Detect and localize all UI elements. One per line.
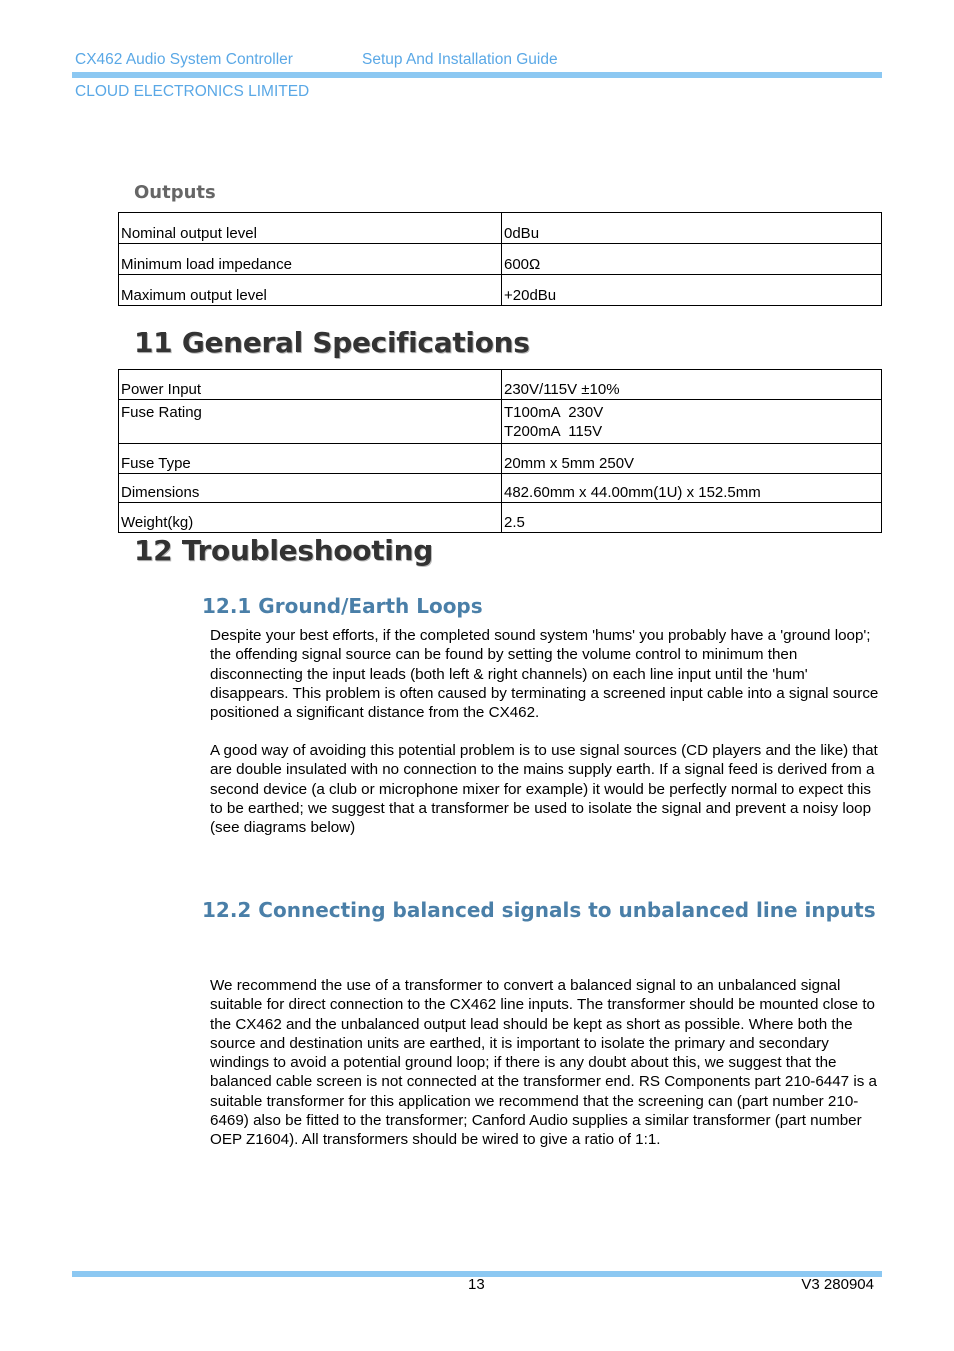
spec-value-group: [502, 400, 882, 444]
table-row: [119, 444, 882, 474]
table-row: [119, 275, 882, 306]
outputs-value: +20dBu: [502, 275, 882, 306]
table-row: [119, 370, 882, 400]
spec-label: Dimensions: [119, 474, 502, 503]
table-row: [119, 400, 882, 444]
header-company: CLOUD ELECTRONICS LIMITED: [75, 83, 310, 100]
spec-label: Power Input: [119, 370, 502, 400]
ground-loops-heading: 12.1 Ground/Earth Loops: [202, 594, 483, 618]
balanced-signals-heading: 12.2 Connecting balanced signals to unbalanced line inputs: [202, 898, 876, 922]
general-specifications-heading: 11 General Specifications: [134, 326, 530, 359]
header-divider: [72, 72, 882, 78]
outputs-table: [118, 212, 882, 306]
spec-label: Fuse Rating: [119, 400, 502, 444]
header-product: CX462 Audio System Controller: [75, 51, 293, 68]
header-guide-title: Setup And Installation Guide: [362, 51, 558, 68]
spec-label: Fuse Type: [119, 444, 502, 474]
spec-value: T100mA 230V: [504, 404, 604, 421]
spec-label: Weight(kg): [119, 503, 502, 533]
outputs-label: Maximum output level: [119, 275, 502, 306]
ground-loops-paragraph-2: A good way of avoiding this potential problem is to use signal sources (CD players and the like) that are double insulated with no connection to the mains supply earth. If a signal feed is derived from a second device (a club or microphone mixer for example) it would be perfectly normal to expect this to be earthed; we suggest that a transformer be used to isolate the signal and prevent a noisy loop (see diagrams below): [210, 742, 878, 837]
general-specifications-table: [118, 369, 882, 533]
table-row: [119, 503, 882, 533]
troubleshooting-heading: 12 Troubleshooting: [134, 534, 433, 567]
table-row: [119, 244, 882, 275]
spec-value: 2.5: [502, 503, 882, 533]
outputs-label: Minimum load impedance: [119, 244, 502, 275]
table-row: [119, 213, 882, 244]
spec-value: 230V/115V ±10%: [502, 370, 882, 400]
document-version: V3 280904: [801, 1276, 874, 1293]
outputs-value: 0dBu: [502, 213, 882, 244]
spec-value: 482.60mm x 44.00mm(1U) x 152.5mm: [502, 474, 882, 503]
ground-loops-paragraph-1: Despite your best efforts, if the completed sound system 'hums' you probably have a 'ground loop'; the offending signal source can be found by setting the volume control to minimum then disconnecting the input leads (both left & right channels) on each line input until the 'hum' disappears. This problem is often caused by terminating a screened input cable into a signal source positioned a significant distance from the CX462.: [210, 627, 879, 722]
outputs-value: 600Ω: [502, 244, 882, 275]
page-number: 13: [468, 1276, 485, 1293]
table-row: [119, 474, 882, 503]
balanced-signals-paragraph: We recommend the use of a transformer to convert a balanced signal to an unbalanced signal suitable for direct connection to the CX462 line inputs. The transformer should be mounted close to the CX462 and the unbalanced output lead should be kept as short as possible. Where both the source and destination units are earthed, it is important to isolate the primary and secondary windings to avoid a potential ground loop; if there is any doubt about this, we suggest that the balanced cable screen is not connected at the transformer end. RS Components part 210-6447 is a suitable transformer for this application we recommend that the screening can (part number 210-6469) also be fitted to the transformer; Canford Audio supplies a similar transformer (part number OEP Z1604). All transformers should be wired to give a ratio of 1:1.: [210, 977, 877, 1149]
outputs-title: Outputs: [134, 182, 216, 203]
outputs-label: Nominal output level: [119, 213, 502, 244]
spec-value: T200mA 115V: [504, 423, 603, 440]
spec-value: 20mm x 5mm 250V: [502, 444, 882, 474]
